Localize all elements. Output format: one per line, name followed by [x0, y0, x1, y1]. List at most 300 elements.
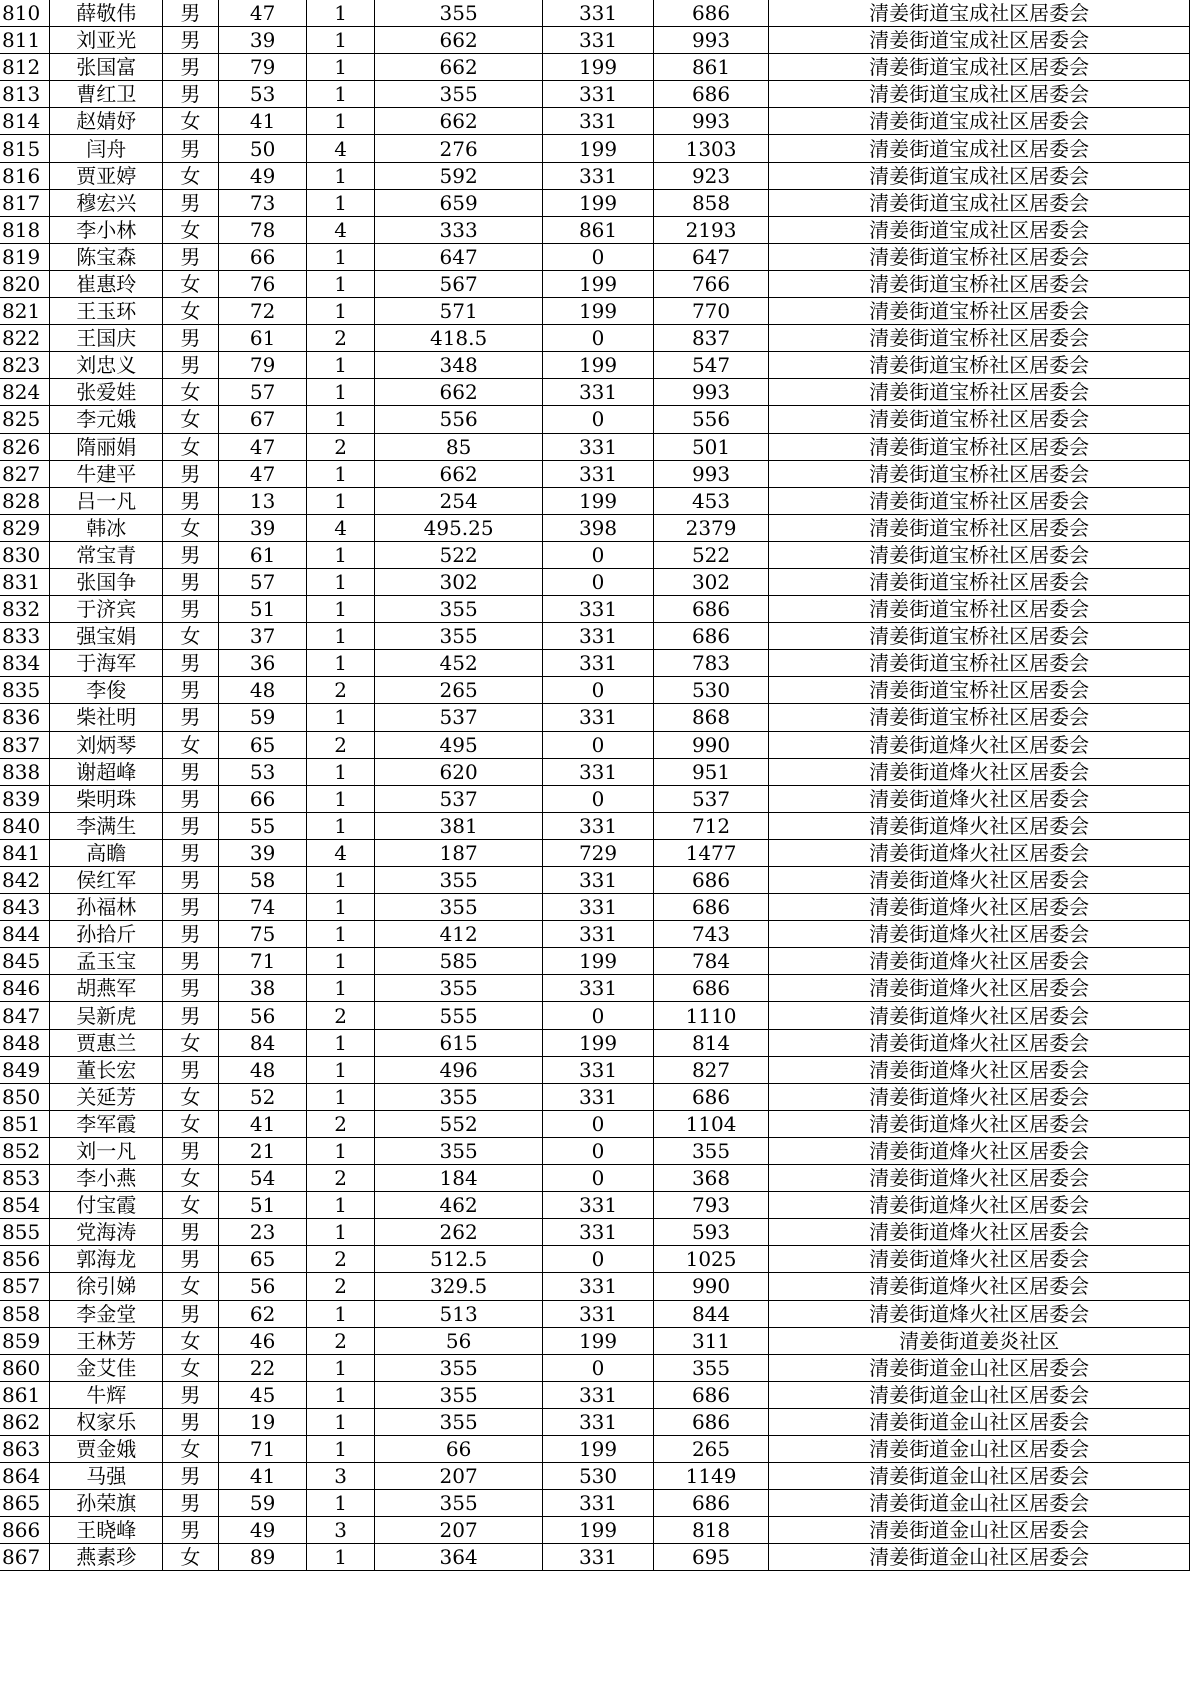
- cell-total-amount: 647: [653, 243, 769, 270]
- cell-age: 22: [218, 1354, 307, 1381]
- cell-total-amount: 868: [653, 704, 769, 731]
- cell-age: 39: [218, 514, 307, 541]
- cell-age: 39: [218, 839, 307, 866]
- cell-age: 41: [218, 1463, 307, 1490]
- cell-gender: 女: [163, 1273, 219, 1300]
- cell-community: 清姜街道烽火社区居委会: [769, 1002, 1190, 1029]
- cell-row-number: 832: [0, 596, 50, 623]
- cell-per-capita-amount: 187: [374, 839, 542, 866]
- cell-row-number: 818: [0, 216, 50, 243]
- cell-row-number: 821: [0, 298, 50, 325]
- cell-extra-amount: 331: [543, 894, 654, 921]
- cell-extra-amount: 0: [543, 1354, 654, 1381]
- cell-per-capita-amount: 66: [374, 1435, 542, 1462]
- table-row: [0, 1192, 1190, 1219]
- cell-household-size: 2: [307, 1165, 375, 1192]
- cell-extra-amount: 199: [543, 487, 654, 514]
- cell-age: 65: [218, 1246, 307, 1273]
- cell-age: 57: [218, 379, 307, 406]
- cell-household-size: 1: [307, 1354, 375, 1381]
- table-row: [0, 1463, 1190, 1490]
- cell-name: 赵婧妤: [50, 108, 163, 135]
- cell-name: 王林芳: [50, 1327, 163, 1354]
- cell-extra-amount: 0: [543, 1137, 654, 1164]
- cell-total-amount: 2379: [653, 514, 769, 541]
- cell-name: 贾惠兰: [50, 1029, 163, 1056]
- cell-age: 74: [218, 894, 307, 921]
- cell-name: 常宝青: [50, 541, 163, 568]
- cell-household-size: 1: [307, 298, 375, 325]
- cell-row-number: 825: [0, 406, 50, 433]
- cell-extra-amount: 331: [543, 1056, 654, 1083]
- cell-name: 高瞻: [50, 839, 163, 866]
- cell-row-number: 827: [0, 460, 50, 487]
- cell-gender: 男: [163, 975, 219, 1002]
- table-row: [0, 379, 1190, 406]
- cell-community: 清姜街道烽火社区居委会: [769, 1165, 1190, 1192]
- cell-gender: 男: [163, 921, 219, 948]
- cell-community: 清姜街道烽火社区居委会: [769, 921, 1190, 948]
- cell-per-capita-amount: 333: [374, 216, 542, 243]
- cell-name: 权家乐: [50, 1408, 163, 1435]
- cell-name: 侯红军: [50, 867, 163, 894]
- table-row: [0, 433, 1190, 460]
- table-row: [0, 135, 1190, 162]
- cell-age: 73: [218, 189, 307, 216]
- cell-total-amount: 547: [653, 352, 769, 379]
- cell-per-capita-amount: 555: [374, 1002, 542, 1029]
- cell-gender: 女: [163, 1192, 219, 1219]
- cell-extra-amount: 331: [543, 1083, 654, 1110]
- cell-name: 李小燕: [50, 1165, 163, 1192]
- cell-household-size: 1: [307, 1192, 375, 1219]
- cell-total-amount: 695: [653, 1544, 769, 1571]
- cell-gender: 男: [163, 812, 219, 839]
- cell-age: 71: [218, 1435, 307, 1462]
- cell-household-size: 3: [307, 1463, 375, 1490]
- cell-extra-amount: 199: [543, 1435, 654, 1462]
- cell-total-amount: 743: [653, 921, 769, 948]
- cell-total-amount: 686: [653, 1490, 769, 1517]
- cell-total-amount: 712: [653, 812, 769, 839]
- cell-row-number: 817: [0, 189, 50, 216]
- cell-name: 李俊: [50, 677, 163, 704]
- cell-total-amount: 686: [653, 623, 769, 650]
- cell-row-number: 849: [0, 1056, 50, 1083]
- cell-household-size: 1: [307, 921, 375, 948]
- cell-gender: 男: [163, 1300, 219, 1327]
- cell-gender: 女: [163, 406, 219, 433]
- cell-row-number: 852: [0, 1137, 50, 1164]
- cell-name: 王晓峰: [50, 1517, 163, 1544]
- cell-name: 燕素珍: [50, 1544, 163, 1571]
- cell-extra-amount: 331: [543, 596, 654, 623]
- cell-name: 闫舟: [50, 135, 163, 162]
- cell-household-size: 2: [307, 433, 375, 460]
- table-row: [0, 731, 1190, 758]
- cell-total-amount: 530: [653, 677, 769, 704]
- cell-total-amount: 686: [653, 0, 769, 27]
- cell-age: 52: [218, 1083, 307, 1110]
- cell-per-capita-amount: 254: [374, 487, 542, 514]
- cell-community: 清姜街道烽火社区居委会: [769, 758, 1190, 785]
- cell-age: 57: [218, 568, 307, 595]
- cell-community: 清姜街道宝桥社区居委会: [769, 677, 1190, 704]
- cell-extra-amount: 331: [543, 1490, 654, 1517]
- cell-gender: 男: [163, 867, 219, 894]
- cell-per-capita-amount: 522: [374, 541, 542, 568]
- cell-household-size: 3: [307, 1517, 375, 1544]
- cell-household-size: 1: [307, 1381, 375, 1408]
- cell-age: 46: [218, 1327, 307, 1354]
- cell-row-number: 855: [0, 1219, 50, 1246]
- cell-extra-amount: 0: [543, 677, 654, 704]
- cell-gender: 男: [163, 541, 219, 568]
- cell-age: 56: [218, 1273, 307, 1300]
- cell-row-number: 863: [0, 1435, 50, 1462]
- cell-community: 清姜街道金山社区居委会: [769, 1354, 1190, 1381]
- cell-name: 刘炳琴: [50, 731, 163, 758]
- cell-community: 清姜街道宝成社区居委会: [769, 162, 1190, 189]
- cell-per-capita-amount: 355: [374, 1354, 542, 1381]
- cell-row-number: 815: [0, 135, 50, 162]
- cell-gender: 男: [163, 758, 219, 785]
- cell-row-number: 864: [0, 1463, 50, 1490]
- cell-name: 陈宝森: [50, 243, 163, 270]
- cell-per-capita-amount: 85: [374, 433, 542, 460]
- cell-row-number: 830: [0, 541, 50, 568]
- cell-community: 清姜街道宝成社区居委会: [769, 189, 1190, 216]
- cell-row-number: 856: [0, 1246, 50, 1273]
- cell-gender: 男: [163, 677, 219, 704]
- cell-extra-amount: 331: [543, 379, 654, 406]
- cell-name: 于海军: [50, 650, 163, 677]
- cell-name: 于济宾: [50, 596, 163, 623]
- cell-community: 清姜街道宝桥社区居委会: [769, 325, 1190, 352]
- cell-row-number: 839: [0, 785, 50, 812]
- cell-household-size: 1: [307, 1137, 375, 1164]
- cell-row-number: 857: [0, 1273, 50, 1300]
- cell-age: 79: [218, 54, 307, 81]
- cell-extra-amount: 331: [543, 81, 654, 108]
- cell-gender: 女: [163, 433, 219, 460]
- cell-name: 隋丽娟: [50, 433, 163, 460]
- cell-per-capita-amount: 348: [374, 352, 542, 379]
- table-row: [0, 189, 1190, 216]
- cell-age: 65: [218, 731, 307, 758]
- cell-per-capita-amount: 495: [374, 731, 542, 758]
- cell-gender: 男: [163, 243, 219, 270]
- cell-age: 61: [218, 325, 307, 352]
- cell-extra-amount: 199: [543, 352, 654, 379]
- cell-name: 韩冰: [50, 514, 163, 541]
- cell-row-number: 848: [0, 1029, 50, 1056]
- cell-total-amount: 453: [653, 487, 769, 514]
- cell-per-capita-amount: 355: [374, 1408, 542, 1435]
- cell-age: 53: [218, 758, 307, 785]
- cell-row-number: 844: [0, 921, 50, 948]
- cell-total-amount: 1025: [653, 1246, 769, 1273]
- table-row: [0, 975, 1190, 1002]
- cell-row-number: 858: [0, 1300, 50, 1327]
- cell-row-number: 846: [0, 975, 50, 1002]
- cell-community: 清姜街道宝成社区居委会: [769, 108, 1190, 135]
- cell-extra-amount: 0: [543, 541, 654, 568]
- cell-extra-amount: 0: [543, 731, 654, 758]
- cell-per-capita-amount: 355: [374, 975, 542, 1002]
- cell-extra-amount: 331: [543, 1273, 654, 1300]
- table-row: [0, 1517, 1190, 1544]
- cell-total-amount: 993: [653, 460, 769, 487]
- cell-name: 徐引娣: [50, 1273, 163, 1300]
- cell-total-amount: 770: [653, 298, 769, 325]
- table-row: [0, 487, 1190, 514]
- table-row: [0, 758, 1190, 785]
- cell-household-size: 1: [307, 27, 375, 54]
- cell-gender: 男: [163, 785, 219, 812]
- cell-community: 清姜街道烽火社区居委会: [769, 948, 1190, 975]
- cell-total-amount: 783: [653, 650, 769, 677]
- cell-community: 清姜街道烽火社区居委会: [769, 1219, 1190, 1246]
- cell-row-number: 826: [0, 433, 50, 460]
- cell-household-size: 1: [307, 1408, 375, 1435]
- table-row: [0, 812, 1190, 839]
- cell-household-size: 2: [307, 1110, 375, 1137]
- table-row: [0, 1490, 1190, 1517]
- cell-extra-amount: 331: [543, 623, 654, 650]
- cell-total-amount: 593: [653, 1219, 769, 1246]
- cell-per-capita-amount: 302: [374, 568, 542, 595]
- cell-age: 47: [218, 433, 307, 460]
- cell-household-size: 2: [307, 1246, 375, 1273]
- cell-total-amount: 951: [653, 758, 769, 785]
- cell-total-amount: 818: [653, 1517, 769, 1544]
- cell-row-number: 813: [0, 81, 50, 108]
- cell-extra-amount: 199: [543, 1517, 654, 1544]
- cell-row-number: 824: [0, 379, 50, 406]
- cell-gender: 男: [163, 27, 219, 54]
- cell-gender: 男: [163, 1517, 219, 1544]
- cell-row-number: 842: [0, 867, 50, 894]
- table-row: [0, 27, 1190, 54]
- cell-name: 贾亚婷: [50, 162, 163, 189]
- cell-gender: 女: [163, 1083, 219, 1110]
- cell-household-size: 1: [307, 1300, 375, 1327]
- cell-gender: 男: [163, 325, 219, 352]
- cell-age: 78: [218, 216, 307, 243]
- cell-total-amount: 686: [653, 867, 769, 894]
- cell-age: 49: [218, 162, 307, 189]
- cell-age: 21: [218, 1137, 307, 1164]
- cell-extra-amount: 331: [543, 1192, 654, 1219]
- cell-name: 吴新虎: [50, 1002, 163, 1029]
- cell-household-size: 2: [307, 731, 375, 758]
- cell-gender: 女: [163, 1354, 219, 1381]
- cell-total-amount: 1149: [653, 1463, 769, 1490]
- table-row: [0, 216, 1190, 243]
- table-row: [0, 1219, 1190, 1246]
- cell-age: 75: [218, 921, 307, 948]
- cell-total-amount: 837: [653, 325, 769, 352]
- cell-household-size: 4: [307, 514, 375, 541]
- cell-per-capita-amount: 552: [374, 1110, 542, 1137]
- cell-per-capita-amount: 662: [374, 27, 542, 54]
- cell-community: 清姜街道烽火社区居委会: [769, 1273, 1190, 1300]
- cell-total-amount: 814: [653, 1029, 769, 1056]
- cell-extra-amount: 530: [543, 1463, 654, 1490]
- cell-age: 84: [218, 1029, 307, 1056]
- cell-total-amount: 793: [653, 1192, 769, 1219]
- cell-per-capita-amount: 512.5: [374, 1246, 542, 1273]
- cell-total-amount: 556: [653, 406, 769, 433]
- cell-household-size: 1: [307, 162, 375, 189]
- cell-community: 清姜街道烽火社区居委会: [769, 731, 1190, 758]
- cell-name: 王国庆: [50, 325, 163, 352]
- cell-per-capita-amount: 659: [374, 189, 542, 216]
- table-row: [0, 325, 1190, 352]
- cell-per-capita-amount: 276: [374, 135, 542, 162]
- cell-household-size: 2: [307, 1002, 375, 1029]
- cell-age: 47: [218, 0, 307, 27]
- cell-extra-amount: 199: [543, 189, 654, 216]
- cell-row-number: 836: [0, 704, 50, 731]
- cell-household-size: 1: [307, 894, 375, 921]
- cell-row-number: 860: [0, 1354, 50, 1381]
- cell-gender: 男: [163, 487, 219, 514]
- cell-extra-amount: 331: [543, 704, 654, 731]
- cell-extra-amount: 199: [543, 54, 654, 81]
- cell-gender: 男: [163, 568, 219, 595]
- cell-total-amount: 1110: [653, 1002, 769, 1029]
- cell-community: 清姜街道烽火社区居委会: [769, 1300, 1190, 1327]
- cell-name: 曹红卫: [50, 81, 163, 108]
- cell-extra-amount: 0: [543, 785, 654, 812]
- cell-household-size: 1: [307, 785, 375, 812]
- cell-total-amount: 537: [653, 785, 769, 812]
- cell-name: 孙福林: [50, 894, 163, 921]
- cell-name: 李军霞: [50, 1110, 163, 1137]
- cell-household-size: 1: [307, 541, 375, 568]
- cell-age: 36: [218, 650, 307, 677]
- cell-extra-amount: 331: [543, 650, 654, 677]
- table-row: [0, 1408, 1190, 1435]
- table-row: [0, 1110, 1190, 1137]
- cell-household-size: 1: [307, 1544, 375, 1571]
- cell-extra-amount: 331: [543, 433, 654, 460]
- cell-gender: 男: [163, 704, 219, 731]
- cell-household-size: 2: [307, 325, 375, 352]
- cell-household-size: 1: [307, 270, 375, 297]
- cell-name: 张国争: [50, 568, 163, 595]
- cell-total-amount: 1477: [653, 839, 769, 866]
- cell-name: 张国富: [50, 54, 163, 81]
- cell-row-number: 866: [0, 1517, 50, 1544]
- cell-row-number: 840: [0, 812, 50, 839]
- table-row: [0, 1354, 1190, 1381]
- cell-gender: 男: [163, 596, 219, 623]
- cell-community: 清姜街道宝成社区居委会: [769, 216, 1190, 243]
- cell-per-capita-amount: 355: [374, 1083, 542, 1110]
- cell-name: 刘一凡: [50, 1137, 163, 1164]
- cell-age: 41: [218, 108, 307, 135]
- cell-gender: 女: [163, 623, 219, 650]
- cell-per-capita-amount: 585: [374, 948, 542, 975]
- cell-per-capita-amount: 662: [374, 54, 542, 81]
- cell-name: 马强: [50, 1463, 163, 1490]
- cell-household-size: 1: [307, 1219, 375, 1246]
- cell-age: 48: [218, 677, 307, 704]
- cell-name: 吕一凡: [50, 487, 163, 514]
- cell-community: 清姜街道宝桥社区居委会: [769, 352, 1190, 379]
- cell-household-size: 4: [307, 216, 375, 243]
- table-row: [0, 298, 1190, 325]
- cell-per-capita-amount: 355: [374, 0, 542, 27]
- cell-household-size: 1: [307, 54, 375, 81]
- cell-per-capita-amount: 452: [374, 650, 542, 677]
- cell-per-capita-amount: 513: [374, 1300, 542, 1327]
- cell-community: 清姜街道烽火社区居委会: [769, 975, 1190, 1002]
- cell-row-number: 822: [0, 325, 50, 352]
- cell-household-size: 1: [307, 758, 375, 785]
- table-row: [0, 921, 1190, 948]
- cell-total-amount: 766: [653, 270, 769, 297]
- cell-name: 金艾佳: [50, 1354, 163, 1381]
- table-row: [0, 460, 1190, 487]
- cell-name: 牛辉: [50, 1381, 163, 1408]
- cell-name: 柴社明: [50, 704, 163, 731]
- cell-household-size: 4: [307, 839, 375, 866]
- cell-household-size: 1: [307, 189, 375, 216]
- cell-name: 贾金娥: [50, 1435, 163, 1462]
- cell-row-number: 816: [0, 162, 50, 189]
- cell-age: 50: [218, 135, 307, 162]
- cell-row-number: 823: [0, 352, 50, 379]
- cell-community: 清姜街道宝桥社区居委会: [769, 704, 1190, 731]
- cell-row-number: 861: [0, 1381, 50, 1408]
- cell-name: 付宝霞: [50, 1192, 163, 1219]
- cell-per-capita-amount: 567: [374, 270, 542, 297]
- cell-row-number: 854: [0, 1192, 50, 1219]
- cell-community: 清姜街道宝桥社区居委会: [769, 460, 1190, 487]
- cell-community: 清姜街道金山社区居委会: [769, 1435, 1190, 1462]
- cell-age: 61: [218, 541, 307, 568]
- cell-age: 58: [218, 867, 307, 894]
- cell-gender: 女: [163, 108, 219, 135]
- cell-total-amount: 2193: [653, 216, 769, 243]
- cell-gender: 女: [163, 1327, 219, 1354]
- table-row: [0, 1300, 1190, 1327]
- cell-per-capita-amount: 662: [374, 108, 542, 135]
- cell-community: 清姜街道金山社区居委会: [769, 1490, 1190, 1517]
- cell-name: 刘忠义: [50, 352, 163, 379]
- cell-household-size: 1: [307, 623, 375, 650]
- cell-total-amount: 355: [653, 1354, 769, 1381]
- table-row: [0, 541, 1190, 568]
- table-row: [0, 54, 1190, 81]
- table-row: [0, 1002, 1190, 1029]
- cell-name: 党海涛: [50, 1219, 163, 1246]
- cell-total-amount: 827: [653, 1056, 769, 1083]
- cell-gender: 女: [163, 162, 219, 189]
- cell-community: 清姜街道金山社区居委会: [769, 1408, 1190, 1435]
- cell-row-number: 838: [0, 758, 50, 785]
- cell-name: 穆宏兴: [50, 189, 163, 216]
- cell-gender: 女: [163, 1435, 219, 1462]
- cell-age: 62: [218, 1300, 307, 1327]
- cell-name: 王玉环: [50, 298, 163, 325]
- cell-household-size: 1: [307, 108, 375, 135]
- cell-gender: 女: [163, 270, 219, 297]
